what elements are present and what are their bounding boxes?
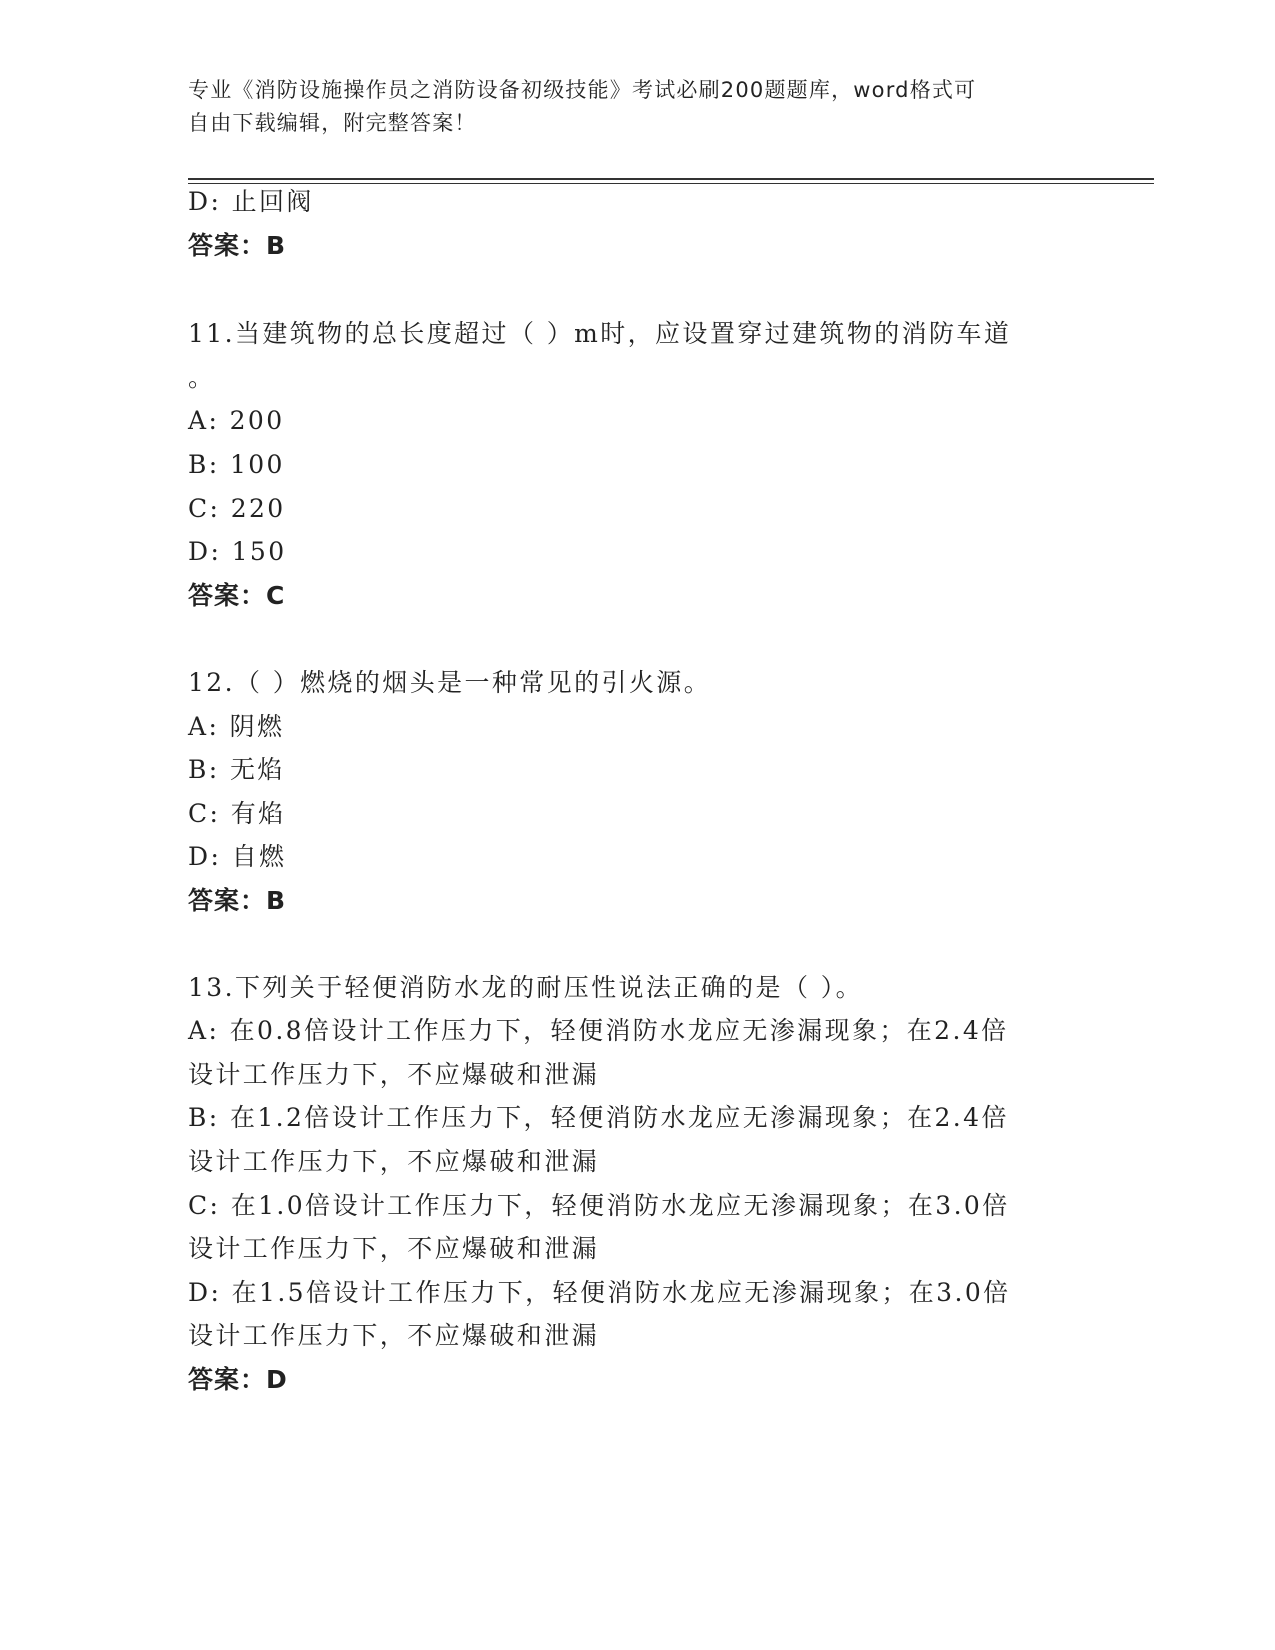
q13-option-c-continued: 设计工作压力下，不应爆破和泄漏 xyxy=(188,1234,600,1263)
q12-option-b: B: 无焰 xyxy=(188,755,285,784)
header-title-line-1: 专业《消防设施操作员之消防设备初级技能》考试必刷200题题库，word格式可 xyxy=(188,78,977,102)
q13-option-b: B: 在1.2倍设计工作压力下，轻便消防水龙应无渗漏现象；在2.4倍 xyxy=(188,1103,1009,1132)
q13-option-b-continued: 设计工作压力下，不应爆破和泄漏 xyxy=(188,1147,600,1176)
q13-stem: 13.下列关于轻便消防水龙的耐压性说法正确的是（ ）。 xyxy=(188,973,864,1002)
q10-answer: 答案：B xyxy=(188,231,287,260)
q12-stem: 12.（ ）燃烧的烟头是一种常见的引火源。 xyxy=(188,668,712,697)
q13-option-a-continued: 设计工作压力下，不应爆破和泄漏 xyxy=(188,1060,600,1089)
q12-option-d: D: 自燃 xyxy=(188,842,287,871)
header-rule-thin xyxy=(188,183,1154,184)
q10-option-d: D: 止回阀 xyxy=(188,187,314,216)
q11-answer: 答案：C xyxy=(188,581,286,610)
document-header xyxy=(188,74,1068,140)
q11-option-a: A: 200 xyxy=(188,406,285,435)
q11-stem: 11.当建筑物的总长度超过（ ）m时，应设置穿过建筑物的消防车道 xyxy=(188,319,1012,348)
q11-option-c: C: 220 xyxy=(188,494,286,523)
q12-answer: 答案：B xyxy=(188,886,287,915)
header-rule-thick xyxy=(188,178,1154,180)
q11-option-b: B: 100 xyxy=(188,450,285,479)
q13-option-a: A: 在0.8倍设计工作压力下，轻便消防水龙应无渗漏现象；在2.4倍 xyxy=(188,1016,1009,1045)
q12-option-c: C: 有焰 xyxy=(188,799,286,828)
q13-option-c: C: 在1.0倍设计工作压力下，轻便消防水龙应无渗漏现象；在3.0倍 xyxy=(188,1191,1010,1220)
q11-option-d: D: 150 xyxy=(188,537,287,566)
q13-answer: 答案：D xyxy=(188,1365,288,1394)
q13-option-d-continued: 设计工作压力下，不应爆破和泄漏 xyxy=(188,1321,600,1350)
q11-stem-continued: 。 xyxy=(188,363,216,392)
header-title-line-2: 自由下载编辑，附完整答案！ xyxy=(188,111,477,135)
q13-option-d: D: 在1.5倍设计工作压力下，轻便消防水龙应无渗漏现象；在3.0倍 xyxy=(188,1278,1011,1307)
q12-option-a: A: 阴燃 xyxy=(188,712,285,741)
